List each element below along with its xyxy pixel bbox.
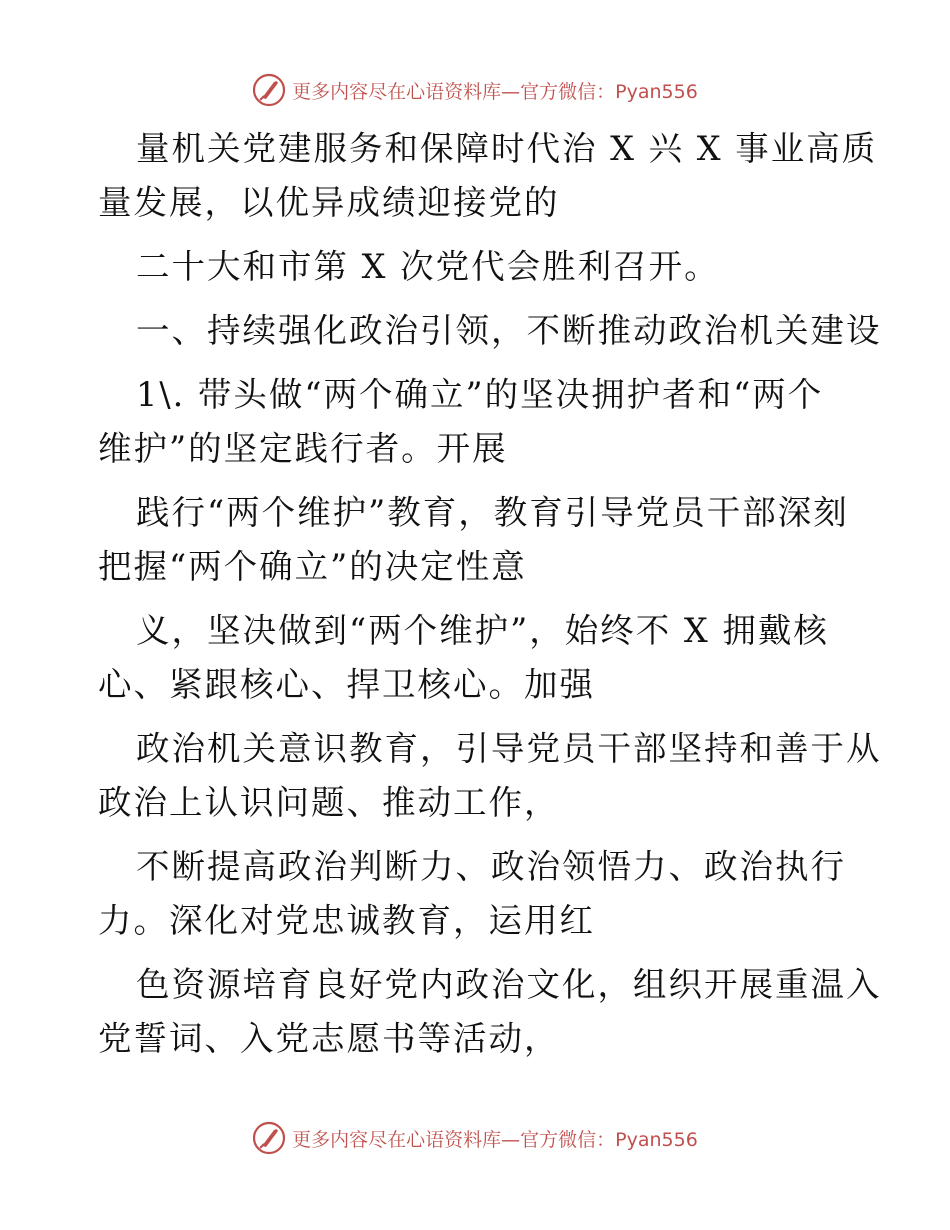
- text-line: 党誓词、入党志愿书等活动，: [98, 1019, 560, 1058]
- text-line: 1\. 带头做“两个确立”的坚决拥护者和“两个: [136, 375, 824, 414]
- paragraph: [0, 840, 950, 948]
- footer-banner: [0, 1120, 950, 1156]
- footer-banner-text: 更多内容尽在心语资料库—官方微信：Pyan556: [292, 1128, 698, 1151]
- text-line: 色资源培育良好党内政治文化，组织开展重温入: [136, 965, 882, 1004]
- paragraph: [0, 122, 950, 230]
- text-line: 政治机关意识教育，引导党员干部坚持和善于从: [136, 729, 882, 768]
- paragraph: [0, 486, 950, 594]
- text-line: 力。深化对党忠诚教育，运用红: [98, 901, 595, 940]
- text-line: 政治上认识问题、推动工作，: [98, 783, 560, 822]
- text-line: 义，坚决做到“两个维护”，始终不 X 拥戴核: [136, 611, 829, 650]
- text-line: 心、紧跟核心、捍卫核心。加强: [98, 665, 595, 704]
- paragraph: [0, 958, 950, 1066]
- text-line: 量机关党建服务和保障时代治 X 兴 X 事业高质: [136, 129, 878, 168]
- text-line: 维护”的坚定践行者。开展: [98, 429, 508, 468]
- section-heading: [0, 304, 950, 358]
- header-banner-text: 更多内容尽在心语资料库—官方微信：Pyan556: [292, 80, 698, 103]
- paragraph: [0, 722, 950, 830]
- document-body: [0, 122, 950, 1066]
- quill-logo-icon: [252, 73, 286, 107]
- paragraph: [0, 604, 950, 712]
- text-line: 不断提高政治判断力、政治领悟力、政治执行: [136, 847, 846, 886]
- paragraph: [0, 240, 950, 294]
- quill-logo-icon: [252, 1121, 286, 1155]
- text-line: 一、持续强化政治引领，不断推动政治机关建设: [136, 311, 882, 350]
- paragraph: [0, 368, 950, 476]
- header-banner: [0, 72, 950, 108]
- text-line: 践行“两个维护”教育，教育引导党员干部深刻: [136, 493, 849, 532]
- text-line: 二十大和市第 X 次党代会胜利召开。: [136, 247, 720, 286]
- text-line: 量发展，以优异成绩迎接党的: [98, 183, 560, 222]
- text-line: 把握“两个确立”的决定性意: [98, 547, 527, 586]
